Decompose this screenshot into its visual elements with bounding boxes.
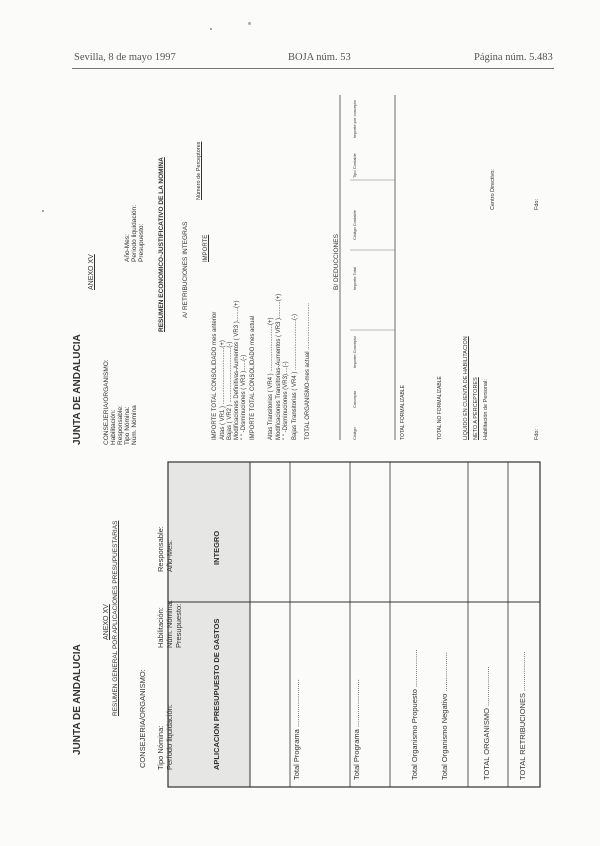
left-title: RESUMEN GENERAL POR APLICACIONES PRESUPUESTARIAS (112, 520, 119, 716)
right-total-formalizable: TOTAL FORMALIZABLE (400, 385, 406, 440)
right-meta-periodo: Período liquidación: (131, 204, 138, 262)
left-head-integro: INTEGRO (212, 530, 221, 565)
right-line-total-organismo: TOTAL ORGANISMO-mes actual ............................ (305, 303, 311, 440)
left-row-total-organismo: TOTAL ORGANISMO ................... (482, 666, 491, 780)
left-row-total-programa-2: Total Programa ....................... (352, 679, 361, 780)
right-meta-consejeria: CONSEJERIA/ORGANISMO: (103, 359, 110, 445)
right-ded-col-codigo: Código (352, 427, 357, 440)
right-line-mod-trans-disminuciones: " " -Disminuciones (VR3)....(-) (283, 361, 289, 440)
right-fdo-right: Fdo: (534, 198, 540, 210)
left-responsable: Responsable: (156, 526, 165, 572)
right-habilitacion-personal: Habilitación de Personal: (483, 379, 489, 440)
right-meta-habilitacion: Habilitación: (110, 409, 117, 445)
right-liquido-cuenta: LIQUIDO EN CUENTA DE HABILITACION (463, 336, 469, 440)
right-line-importe-actual: IMPORTE TOTAL CONSOLIDADO mes actual (250, 315, 256, 440)
right-ded-col-codigo-contable: Código Contable (352, 210, 357, 240)
left-org: JUNTA DE ANDALUCIA (72, 644, 83, 755)
right-meta-presupuesto: Presupuesto: (138, 223, 145, 262)
left-periodo: Período liquidación: (165, 704, 174, 770)
left-presupuesto: Presupuesto: (174, 603, 183, 648)
left-annex: ANEXO XV (103, 604, 110, 640)
right-ded-col-importe-concepto: Importe Concepto (352, 336, 357, 368)
header-date: Sevilla, 8 de mayo 1997 (74, 52, 176, 63)
right-ded-col-concepto: Concepto (352, 390, 357, 408)
right-line-mod-trans-aumentos: Modificaciones Transitorias-Aumentos ( VR3 )..........(+) (276, 293, 282, 440)
right-importe-header: IMPORTE (203, 234, 209, 262)
left-row-total-negativo: Total Organismo Negativo ................... (440, 652, 449, 780)
right-meta-num-nomina: Núm. Nómina (131, 405, 138, 445)
right-neto-perceptores: NETO A PERCEPTORES (473, 377, 479, 440)
right-annex: ANEXO XV (88, 254, 95, 290)
right-centro-directivo: Centro Directivo: (490, 169, 496, 210)
right-fdo-left: Fdo: (534, 428, 540, 440)
left-row-total-retribuciones: TOTAL RETRIBUCIONES ................... (518, 651, 527, 780)
right-org: JUNTA DE ANDALUCIA (72, 334, 83, 445)
left-row-total-propuesto: Total Organismo Propuesto .................. (410, 649, 419, 780)
right-line-bajas-trans: Bajas Transitorias ( VR4 ) ..............................(-) (292, 313, 298, 440)
right-meta-anio-mes: Año-Mes: (124, 234, 131, 262)
right-total-no-formalizable: TOTAL NO FORMALIZABLE (437, 376, 443, 440)
right-section-b: B/ DEDUCCIONES (333, 234, 340, 290)
left-consejeria: CONSEJERIA/ORGANISMO: (138, 669, 147, 768)
right-title: RESUMEN ECONOMICO-JUSTIFICATIVO DE LA NOMINA (158, 157, 165, 332)
right-ded-col-tipo-contable: Tipo Contable (352, 153, 357, 178)
left-habilitacion: Habilitación: (156, 607, 165, 648)
header-page-number: Página núm. 5.483 (474, 52, 553, 63)
left-row-total-programa-1: Total Programa ....................... (292, 679, 301, 780)
header-journal: BOJA núm. 53 (288, 52, 351, 63)
right-line-altas: Altas ( VR1 ) ..................................(+) (220, 340, 226, 440)
right-line-altas-trans: Altas Transitorias ( VR4 ) ............................(+) (268, 317, 274, 440)
right-line-bajas: Bajas ( VR2 ) .................................(-) (227, 341, 233, 440)
right-line-mod-disminuciones: " " -Disminuciones ( VR3 )......(-) (241, 354, 247, 440)
right-ded-col-importe-total: Importe Total (352, 266, 357, 290)
left-anio-mes: Año-Mes: (165, 539, 174, 572)
right-ded-col-importe-por-concepto: Importe por concepto (352, 100, 357, 138)
right-meta-responsable: Responsable: (117, 405, 124, 445)
right-numero-perceptores: Número de Perceptores (196, 141, 202, 200)
right-line-importe-anterior: IMPORTE TOTAL CONSOLIDADO mes anterior (212, 311, 218, 440)
right-line-mod-aumentos: Modificaciones Definitivas-Aumentos ( VR3 )........(+) (234, 300, 240, 440)
left-head-aplicacion: APLICACION PRESUPUESTO DE GASTOS (212, 618, 221, 770)
right-section-a: A/ RETRIBUCIONES INTEGRAS (182, 221, 189, 318)
left-num-nomina: Núm. Nómina: (165, 600, 174, 648)
left-tipo-nomina: Tipo Nómina: (156, 725, 165, 770)
right-meta-tipo-nomina: Tipo Nómina: (124, 406, 131, 445)
